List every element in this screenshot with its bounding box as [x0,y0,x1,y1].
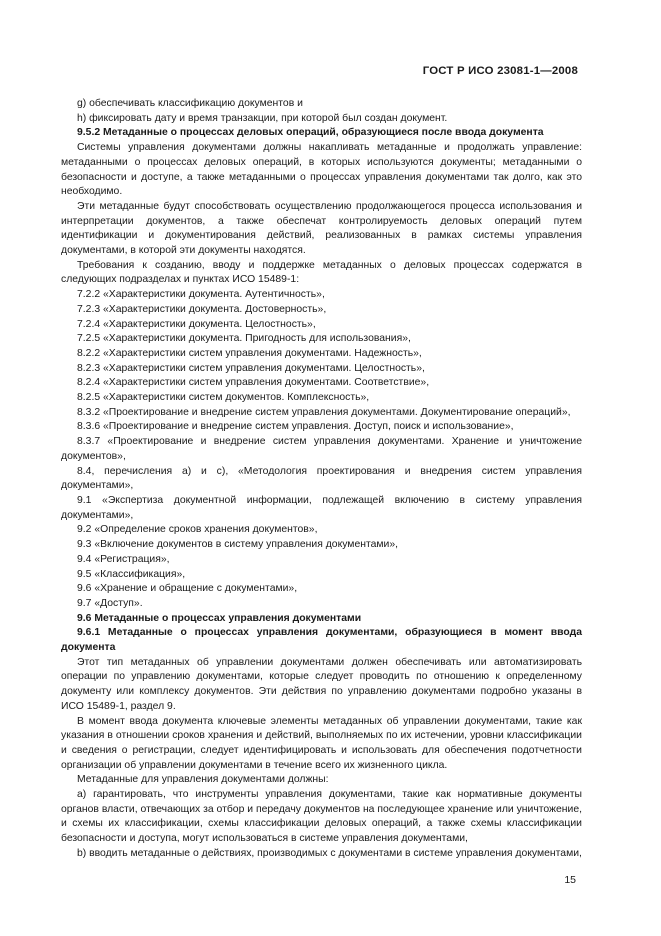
list-item: 8.2.2 «Характеристики систем управления документами. Надежность», [77,347,422,359]
paragraph: Системы управления документами должны накапливать метаданные и продолжать управление: метаданными о процессах деловых операций, в которых используются документы; метаданными о безопасности и доступе, а также метаданными о процессах управления документами так долго, как это необходимо. [61,142,582,198]
list-item: 9.1 «Экспертиза документной информации, подлежащей включению в систему управления документами», [61,494,582,521]
list-item: 9.5 «Классификация», [77,568,186,580]
paragraph: Эти метаданные будут способствовать осуществлению продолжающегося процесса использования и интерпретации документов, а также обеспечат контролируемость деловых операций путем идентификации и документирования действий, реализованных в рамках системы управления документами, в которой эти документы находятся. [61,200,582,257]
list-item: 7.2.2 «Характеристики документа. Аутентичность», [77,289,325,301]
list-item: 8.3.7 «Проектирование и внедрение систем управления документами. Хранение и уничтожение документов», [61,436,582,462]
paragraph: Этот тип метаданных об управлении документами должен обеспечивать или автоматизировать операции по управлению документами, которые следует проводить по отношению к определенному документу или комплексу документов. Эти действия по управлению документами подробно указаны в ИСО 15489-1, раздел 9. [61,656,582,712]
list-item: a) гарантировать, что инструменты управления документами, такие как нормативные документы органов власти, отвечающих за отбор и передачу документов на последующее хранение или уничтожение, и схемы их классификации, схемы классификации деловых операций, а также схемы классификации безопасности и доступа, могут использоваться в системе управления документами, [61,789,582,845]
list-item: 9.2 «Определение сроков хранения документов», [77,524,318,536]
paragraph: В момент ввода документа ключевые элементы метаданных об управлении документами, такие как указания в отношении сроков хранения и действий, выполняемых по их истечении, уровни классификации и сведения о регистрации, следует идентифицировать и использовать для обеспечения подотчетности организации об управлении документами в течение всего их жизненного цикла. [61,715,582,771]
list-item: 8.4, перечисления a) и c), «Методология проектирования и внедрения систем управления документами», [61,465,582,492]
section-heading: 9.6 Метаданные о процессах управления документами [77,612,362,624]
list-item: 7.2.3 «Характеристики документа. Достоверность», [77,303,327,315]
list-item: 9.7 «Доступ». [77,597,143,609]
list-item: 8.2.5 «Характеристики систем документов. Комплексность», [77,392,370,404]
section-heading: 9.5.2 Метаданные о процессах деловых операций, образующиеся после ввода документа [77,127,544,139]
list-item: 7.2.4 «Характеристики документа. Целостность», [77,318,316,330]
page-number: 15 [564,874,576,886]
list-item: g) обеспечивать классификацию документов и [77,98,303,109]
paragraph: Метаданные для управления документами должны: [77,774,329,786]
list-item: 8.3.2 «Проектирование и внедрение систем управления документами. Документирование операций», [77,406,571,418]
list-item: 8.3.6 «Проектирование и внедрение систем управления. Доступ, поиск и использование», [77,421,514,433]
list-item: 9.4 «Регистрация», [77,553,170,565]
list-item: 9.3 «Включение документов в систему управления документами», [77,539,399,551]
list-item: 8.2.4 «Характеристики систем управления документами. Соответствие», [77,377,430,389]
list-item: 7.2.5 «Характеристики документа. Пригодность для использования», [77,333,411,345]
list-item: 8.2.3 «Характеристики систем управления документами. Целостность», [77,362,425,374]
list-item: h) фиксировать дату и время транзакции, при которой был создан документ. [77,112,448,124]
section-heading: 9.6.1 Метаданные о процессах управления документами, образующиеся в момент ввода документа [61,627,582,654]
paragraph: Требования к созданию, вводу и поддержке метаданных о деловых процессах содержатся в следующих подразделах и пунктах ИСО 15489-1: [61,259,582,286]
document-body [61,97,582,862]
document-header: ГОСТ Р ИСО 23081-1—2008 [422,65,578,77]
list-item: b) вводить метаданные о действиях, производимых с документами в системе управления документами, [77,847,582,859]
list-item: 9.6 «Хранение и обращение с документами», [77,583,298,595]
